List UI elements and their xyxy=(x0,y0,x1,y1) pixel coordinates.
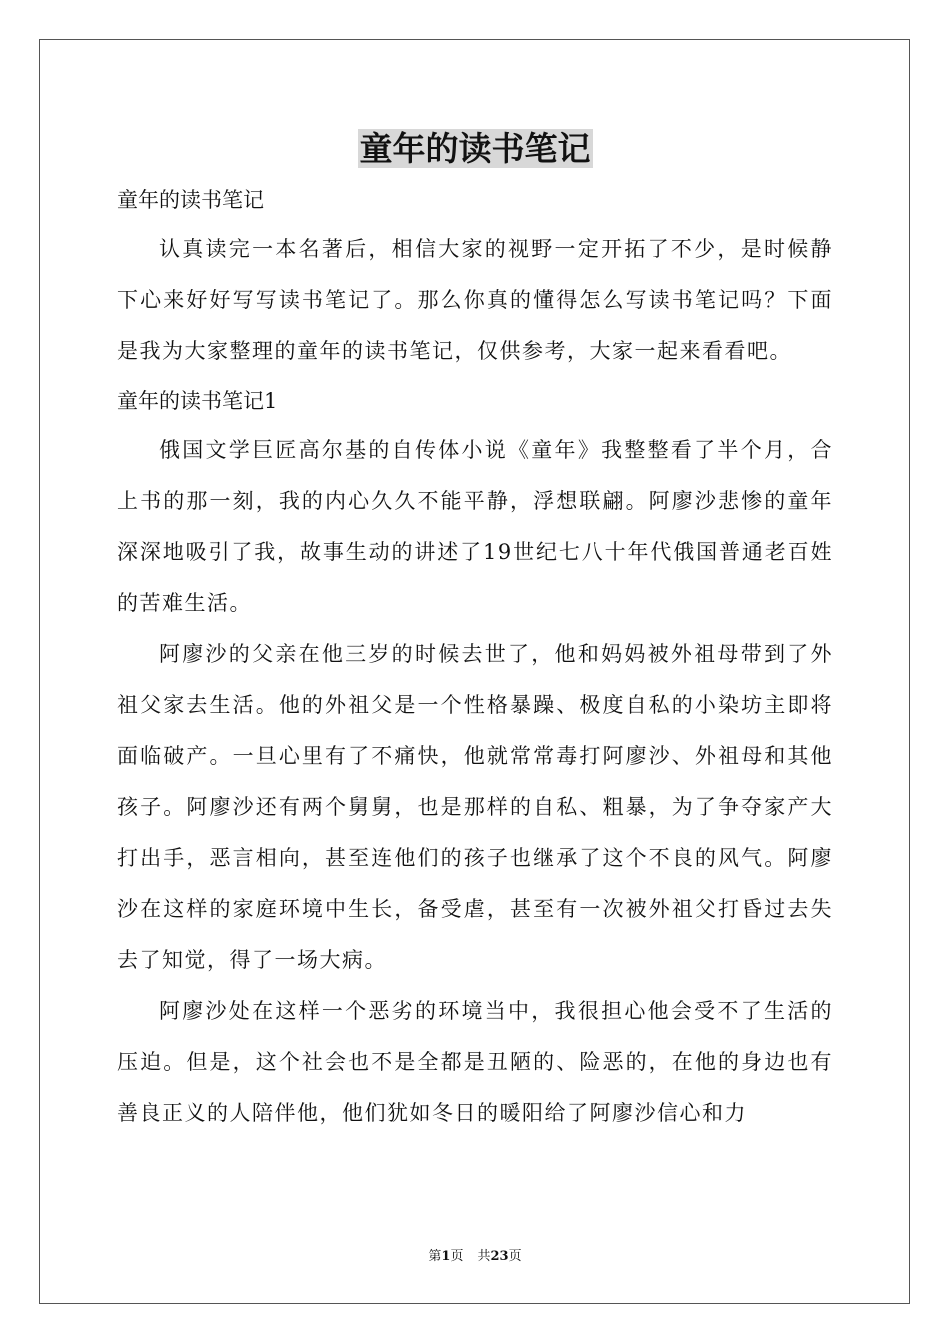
page-label-prefix: 第 xyxy=(428,1249,442,1264)
total-pages: 23 xyxy=(490,1249,509,1264)
section-heading: 童年的读书笔记1 xyxy=(117,389,278,413)
document-title-text: 童年的读书笔记 xyxy=(359,129,591,168)
total-suffix: 页 xyxy=(508,1249,522,1264)
document-title xyxy=(0,127,950,171)
body-paragraph-2: 阿廖沙的父亲在他三岁的时候去世了，他和妈妈被外祖母带到了外祖父家去生活。他的外祖父是一个性格暴躁、极度自私的小染坊主即将面临破产。一旦心里有了不痛快，他就常常毒打阿廖沙、外祖母和其他孩子。阿廖沙还有两个舅舅，也是那样的自私、粗暴，为了争夺家产大打出手，恶言相向，甚至连他们的孩子也继承了这个不良的风气。阿廖沙在这样的家庭环境中生长，备受虐，甚至有一次被外祖父打昏过去失去了知觉，得了一场大病。 xyxy=(117,642,833,972)
document-body xyxy=(117,176,833,1139)
page-footer xyxy=(0,1248,950,1266)
body-paragraph-3: 阿廖沙处在这样一个恶劣的环境当中，我很担心他会受不了生活的压迫。但是，这个社会也不是全都是丑陋的、险恶的，在他的身边也有善良正义的人陪伴他，他们犹如冬日的暖阳给了阿廖沙信心和力 xyxy=(117,999,833,1125)
body-paragraph-1: 俄国文学巨匠高尔基的自传体小说《童年》我整整看了半个月，合上书的那一刻，我的内心久久不能平静，浮想联翩。阿廖沙悲惨的童年深深地吸引了我，故事生动的讲述了19世纪七八十年代俄国普通老百姓的苦难生活。 xyxy=(117,438,833,615)
total-prefix: 共 xyxy=(477,1249,491,1264)
intro-paragraph: 认真读完一本名著后，相信大家的视野一定开拓了不少，是时候静下心来好好写写读书笔记了。那么你真的懂得怎么写读书笔记吗？下面是我为大家整理的童年的读书笔记，仅供参考，大家一起来看看吧。 xyxy=(117,237,833,363)
page-number: 1 xyxy=(441,1249,451,1264)
page-label-suffix: 页 xyxy=(450,1249,464,1264)
document-subtitle: 童年的读书笔记 xyxy=(117,188,264,212)
